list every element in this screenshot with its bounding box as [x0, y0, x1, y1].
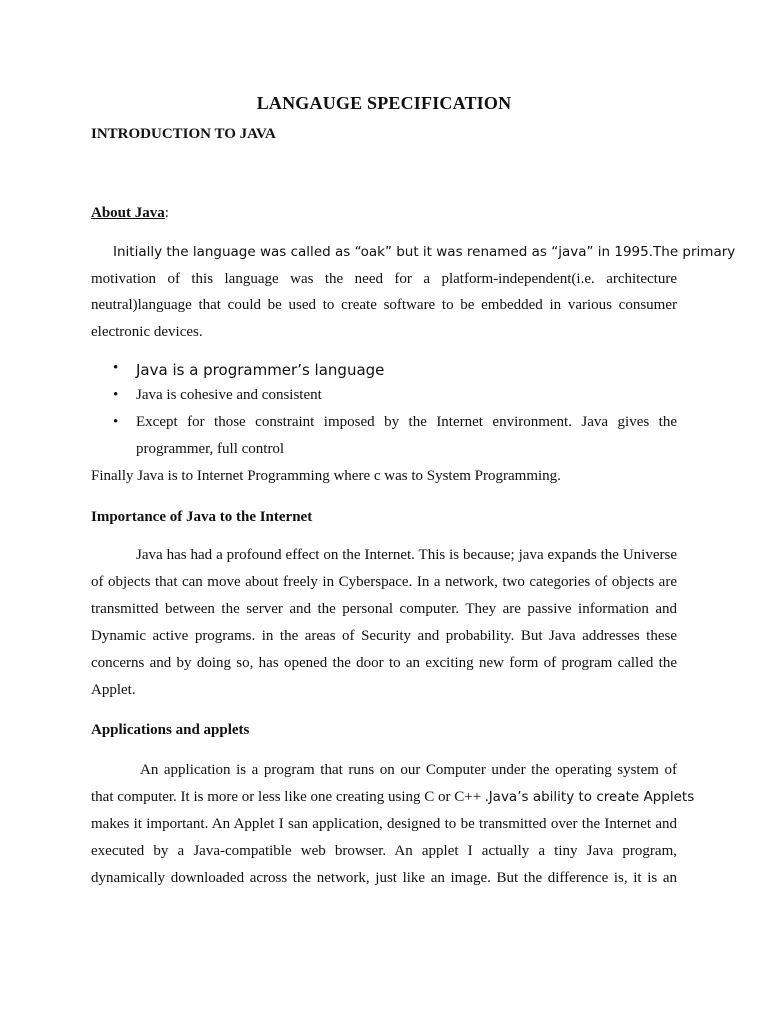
importance-line-6: Applet. — [91, 682, 136, 698]
bullet-marker: • — [113, 414, 119, 430]
importance-line-2: of objects that can move about freely in Cyberspace. In a network, two categories of objects are — [91, 574, 677, 590]
importance-line-5: concerns and by doing so, has opened the door to an exciting new form of program called the — [91, 655, 677, 671]
about-heading-colon: : — [164, 205, 169, 221]
about-para-line-1a: Initially the language was called as “oak” but it was renamed as “java” in 1995. — [113, 244, 654, 260]
about-para-line-2: motivation of this language was the need for a platform-independent(i.e. architecture — [91, 271, 677, 287]
applications-line-5: dynamically downloaded across the network, just like an image. But the difference is, it is an — [91, 870, 677, 886]
applications-line-2a: that computer. It is more or less like one creating using C or C++ . — [91, 789, 489, 805]
importance-heading: Importance of Java to the Internet — [91, 509, 313, 525]
importance-line-1: Java has had a profound effect on the Internet. This is because; java expands the Universe — [136, 547, 677, 563]
about-heading-text: About Java — [91, 205, 165, 221]
about-para-line-1b: The primary — [653, 244, 736, 260]
importance-line-4: Dynamic active programs. in the areas of Security and probability. But Java addresses these — [91, 628, 677, 644]
applications-line-4: executed by a Java-compatible web browser. An applet I actually a tiny Java program, — [91, 843, 677, 859]
bullet-item-3-line-2: programmer, full control — [136, 441, 285, 457]
about-para-line-3: neutral)language that could be used to create software to be embedded in various consumer — [91, 297, 677, 313]
about-heading — [91, 205, 169, 222]
applications-line-2 — [91, 789, 695, 806]
bullet-item-3-line-1: Except for those constraint imposed by the Internet environment. Java gives the — [136, 414, 677, 430]
bullet-item-2: Java is cohesive and consistent — [136, 387, 322, 403]
about-closing: Finally Java is to Internet Programming where c was to System Programming. — [91, 468, 561, 484]
importance-line-3: transmitted between the server and the personal computer. They are passive information and — [91, 601, 677, 617]
applications-line-1: An application is a program that runs on our Computer under the operating system of — [140, 762, 677, 778]
applications-heading: Applications and applets — [91, 722, 250, 738]
applications-line-2b: Java’s ability to create Applets — [488, 789, 695, 805]
bullet-marker: • — [113, 387, 119, 403]
bullet-marker: • — [113, 360, 119, 376]
about-para-line-1 — [113, 244, 736, 261]
page-title: LANGAUGE SPECIFICATION — [256, 93, 512, 113]
bullet-item-1: Java is a programmer’s language — [136, 361, 385, 379]
applications-line-3: makes it important. An Applet I san application, designed to be transmitted over the Internet and — [91, 816, 677, 832]
about-para-line-4: electronic devices. — [91, 324, 203, 340]
section-subtitle: INTRODUCTION TO JAVA — [91, 126, 276, 142]
